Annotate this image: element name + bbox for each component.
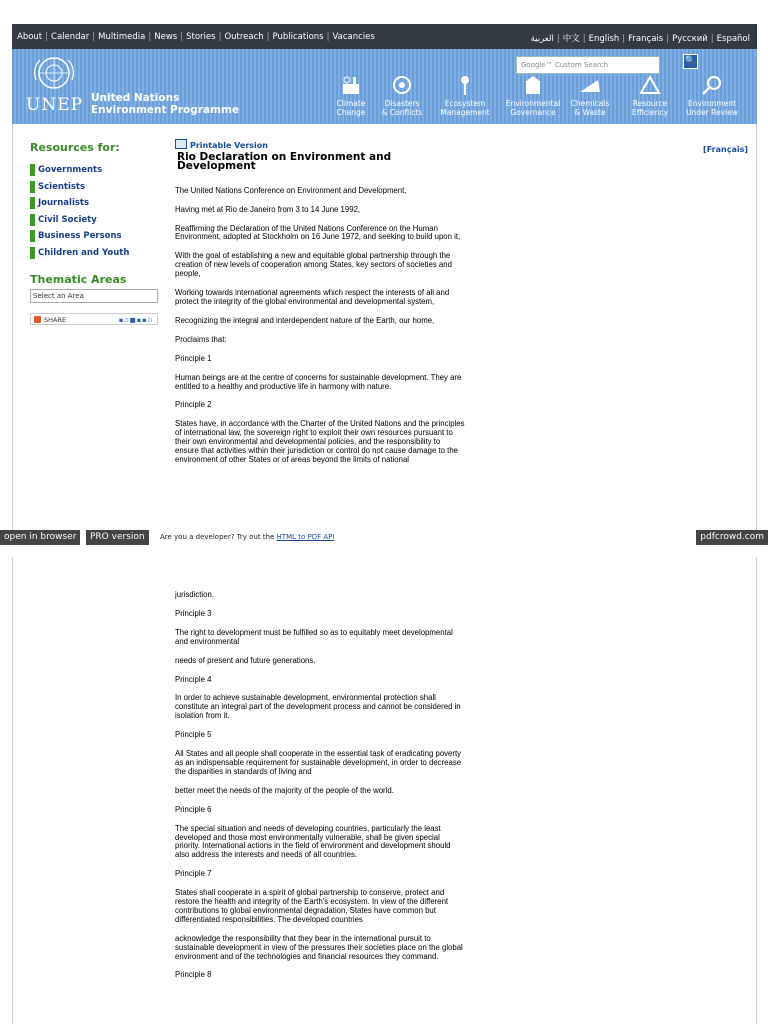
paragraph: In order to achieve sustainable development, environmental protection shall constitute an integral part of the development process and cannot be considered in isolation from it. (175, 693, 461, 721)
nav-publications[interactable]: Publications (272, 32, 324, 42)
paragraph: needs of present and future generations. (175, 655, 316, 665)
resources-title: Resources for: (30, 141, 120, 154)
language-links: العربية | 中文 | English | Français | Русский | Español (530, 34, 750, 44)
paragraph: The special situation and needs of developing countries, particularly the least developed and those most environmentally vulnerable, shall be given special priority. International actions in the field of environment and development should also address the interests and needs of all countries. (175, 823, 451, 860)
paragraph: better meet the needs of the majority of the people of the world. (175, 785, 394, 795)
nav-disasters-conflicts[interactable]: Disasters & Conflicts (369, 74, 435, 117)
resource-business-persons[interactable]: Business Persons (30, 230, 158, 242)
recycle-icon (638, 74, 662, 96)
article-body-bottom (175, 591, 465, 980)
resource-children-youth[interactable]: Children and Youth (30, 247, 158, 259)
nav-chemicals-waste[interactable]: Chemicals & Waste (557, 74, 623, 117)
resource-civil-society[interactable]: Civil Society (30, 214, 158, 226)
search-input[interactable]: Google™ Custom Search (516, 56, 660, 74)
paragraph: States shall cooperate in a spirit of global partnership to conserve, protect and restore the health and integrity of the Earth's ecosystem. In view of the different contributions to global environmental degradation, States have common but differentiated responsibilities. The developed countries (175, 888, 449, 924)
paragraph: Reaffirming the Declaration of the United Nations Conference on the Human Environment, adopted at Stockholm on 16 June 1972, and seeking to build upon it, (175, 223, 461, 242)
printer-icon (175, 139, 187, 149)
paragraph: acknowledge the responsibility that they bear in the international pursuit to sustainable development in view of the pressures their societies place on the global environment and of the technologies and financial resources they command. (175, 933, 463, 961)
nav-ecosystem-management[interactable]: Ecosystem Management (432, 74, 498, 117)
nav-about[interactable]: About (17, 32, 43, 42)
lang-arabic[interactable]: العربية (530, 34, 554, 44)
pdfcrowd-message: Are you a developer? Try out the HTML to PDF API (160, 533, 335, 541)
paragraph: Recognizing the integral and interdependent nature of the Earth, our home, (175, 315, 435, 325)
truck-icon (578, 74, 602, 96)
lang-russian[interactable]: Русский (672, 34, 708, 44)
nav-vacancies[interactable]: Vacancies (332, 32, 375, 42)
lang-english[interactable]: English (588, 34, 620, 44)
nav-stories[interactable]: Stories (186, 32, 216, 42)
org-name[interactable] (91, 92, 239, 116)
org-name-line1: United Nations (91, 92, 180, 104)
resource-scientists[interactable]: Scientists (30, 181, 158, 193)
page-title: Rio Declaration on Environment and Development (177, 150, 392, 172)
paragraph: jurisdiction. (175, 590, 214, 599)
pdfcrowd-brand[interactable]: pdfcrowd.com (696, 530, 768, 545)
nav-outreach[interactable]: Outreach (224, 32, 264, 42)
header-banner (12, 49, 757, 124)
francais-link[interactable]: [Français] (703, 145, 748, 154)
resource-journalists[interactable]: Journalists (30, 197, 158, 209)
governance-icon (521, 74, 545, 96)
lang-french[interactable]: Français (628, 34, 664, 44)
magnifier-icon (700, 74, 724, 96)
paragraph: Principle 7 (175, 869, 212, 879)
search-button[interactable]: 🔍 (683, 54, 698, 69)
nav-calendar[interactable]: Calendar (51, 32, 90, 42)
sidebar (30, 141, 158, 325)
nav-multimedia[interactable]: Multimedia (98, 32, 146, 42)
nav-environment-under-review[interactable]: Environment Under Review (679, 74, 745, 117)
thematic-area-select[interactable]: Select an Area (30, 289, 158, 303)
paragraph: With the goal of establishing a new and equitable global partnership through the creation of new levels of cooperation among States, key sectors of societies and people, (175, 251, 452, 279)
resource-governments[interactable]: Governments (30, 164, 158, 176)
nav-resource-efficiency[interactable]: Resource Efficiency (617, 74, 683, 117)
org-name-line2: Environment Programme (91, 104, 240, 116)
paragraph: States have, in accordance with the Charter of the United Nations and the principles of international law, the sovereign right to exploit their own resources pursuant to their own environmental and developmental policies, and the responsibility to ensure that activities within their jurisdiction or control do not cause damage to the environment of other States or of areas beyond the limits of national (175, 419, 465, 464)
flower-icon (453, 74, 477, 96)
paragraph: Principle 2 (175, 400, 212, 410)
thematic-areas-title: Thematic Areas (30, 272, 127, 286)
paragraph: Principle 1 (175, 353, 212, 363)
unep-logo-text[interactable]: UNEP (26, 95, 84, 115)
nav-climate-change[interactable]: Climate Change (318, 74, 384, 117)
main-content-page2 (175, 591, 465, 990)
content-area (12, 124, 757, 537)
article-body-top (175, 187, 465, 465)
paragraph: The right to development must be fulfilled so as to equitably meet developmental and environmental (175, 627, 453, 646)
open-in-browser-button[interactable]: open in browser (0, 530, 80, 545)
lang-chinese[interactable]: 中文 (562, 34, 580, 44)
page (12, 24, 757, 1024)
paragraph: Principle 3 (175, 608, 212, 618)
paragraph: Human beings are at the centre of concerns for sustainable development. They are entitled to a healthy and productive life in harmony with nature. (175, 372, 462, 391)
social-icons[interactable]: ▪▫■▪▪▫ (118, 315, 153, 324)
nav-news[interactable]: News (154, 32, 178, 42)
html-to-pdf-api-link[interactable]: HTML to PDF API (276, 533, 335, 541)
top-nav-left: About | Calendar | Multimedia | News | Stories | Outreach | Publications | Vacancies (17, 32, 375, 42)
paragraph: Principle 4 (175, 674, 212, 684)
paragraph: Working towards international agreements which respect the interests of all and protect the integrity of the global environmental and developmental system, (175, 288, 450, 306)
lang-spanish[interactable]: Español (716, 34, 750, 44)
content-area-page2 (12, 557, 757, 1024)
main-content (175, 139, 465, 475)
paragraph: Proclaims that: (175, 334, 227, 344)
paragraph: The United Nations Conference on Environment and Development, (175, 185, 407, 195)
paragraph: Having met at Rio de Janeiro from 3 to 14 June 1992, (175, 204, 361, 214)
hazard-icon (390, 74, 414, 96)
pdfcrowd-bar (0, 530, 768, 545)
paragraph: Principle 8 (175, 970, 212, 980)
paragraph: Principle 6 (175, 804, 212, 814)
top-navigation (12, 24, 757, 49)
pro-version-button[interactable]: PRO version (86, 530, 149, 545)
factory-icon (339, 74, 363, 96)
nav-environmental-governance[interactable]: Environmental Governance (500, 74, 566, 117)
share-button[interactable]: SHARE ▪▫■▪▪▫ (30, 313, 158, 325)
share-icon (34, 316, 41, 323)
printable-version-link[interactable]: Printable Version (175, 139, 465, 151)
paragraph: Principle 5 (175, 730, 212, 740)
paragraph: All States and all people shall cooperate in the essential task of eradicating poverty as an indispensable requirement for sustainable development, in order to decrease the disparities in standards of living and (175, 749, 462, 776)
